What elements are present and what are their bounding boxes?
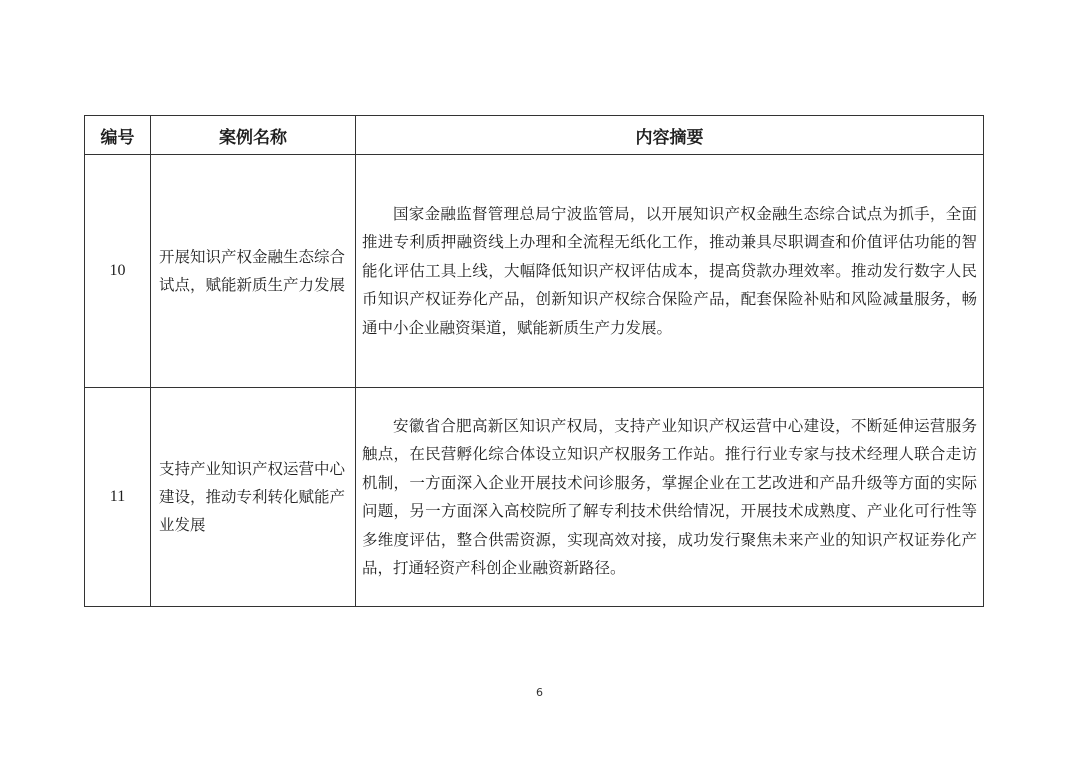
row-case-name-cell bbox=[151, 388, 356, 607]
row-summary: 安徽省合肥高新区知识产权局，支持产业知识产权运营中心建设，不断延伸运营服务触点，在民营孵化综合体设立知识产权服务工作站。推行行业专家与技术经理人联合走访机制，一方面深入企业开展技术问诊服务，掌握企业在工艺改进和产品升级等方面的实际问题，另一方面深入高校院所了解专利技术供给情况，开展技术成熟度、产业化可行性等多维度评估，整合供需资源，实现高效对接，成功发行聚焦未来产业的知识产权证券化产品，打通轻资产科创企业融资新路径。 bbox=[362, 416, 977, 577]
table-body bbox=[85, 155, 984, 607]
row-summary-cell bbox=[356, 155, 984, 388]
page-number: 6 bbox=[536, 686, 543, 699]
row-number: 10 bbox=[85, 155, 151, 388]
row-case-name: 开展知识产权金融生态综合试点，赋能新质生产力发展 bbox=[159, 248, 346, 294]
row-case-name: 支持产业知识产权运营中心建设，推动专利转化赋能产业发展 bbox=[159, 460, 346, 534]
table-row bbox=[85, 155, 984, 388]
row-number: 11 bbox=[85, 388, 151, 607]
table-row bbox=[85, 388, 984, 607]
case-table bbox=[84, 115, 984, 607]
row-summary: 国家金融监督管理总局宁波监管局，以开展知识产权金融生态综合试点为抓手，全面推进专利质押融资线上办理和全流程无纸化工作，推动兼具尽职调查和价值评估功能的智能化评估工具上线，大幅降低知识产权评估成本，提高贷款办理效率。推动发行数字人民币知识产权证券化产品，创新知识产权综合保险产品，配套保险补贴和风险减量服务，畅通中小企业融资渠道，赋能新质生产力发展。 bbox=[362, 204, 977, 337]
header-case-name: 案例名称 bbox=[151, 116, 356, 155]
table-header-row bbox=[85, 116, 984, 155]
table-header bbox=[85, 116, 984, 155]
row-summary-cell bbox=[356, 388, 984, 607]
row-case-name-cell bbox=[151, 155, 356, 388]
header-number: 编号 bbox=[85, 116, 151, 155]
header-summary: 内容摘要 bbox=[356, 116, 984, 155]
